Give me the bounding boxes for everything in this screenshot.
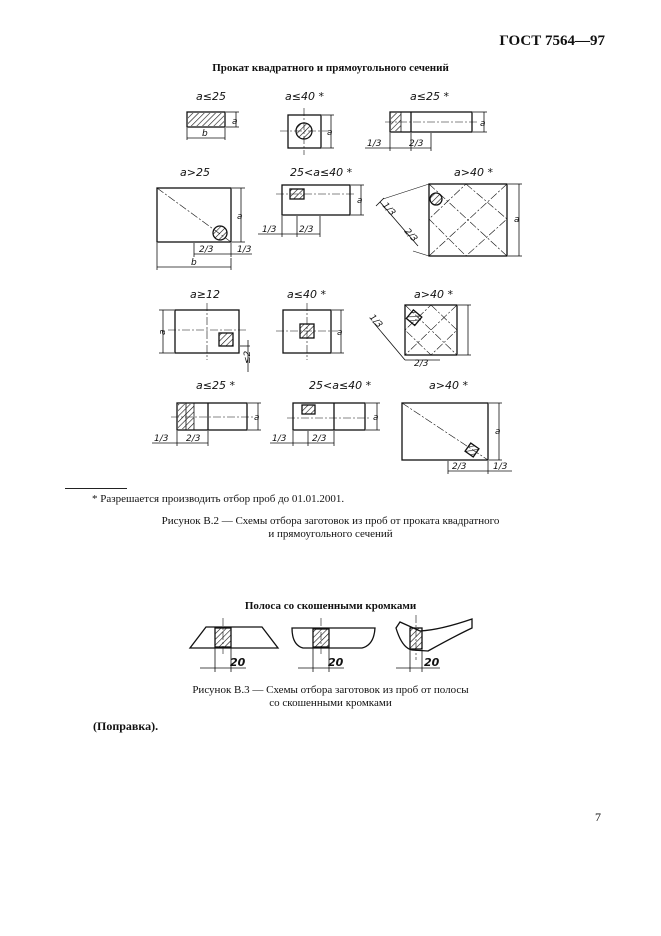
dim-1-3: 1/3 — [379, 200, 397, 219]
dim-2-3: 2/3 — [452, 462, 467, 472]
dim-a: a — [158, 329, 168, 335]
label-r2c1: a>25 — [180, 166, 210, 179]
dim-a: a — [254, 413, 260, 423]
dim-20: 20 — [328, 656, 344, 669]
dim-2-3: 2/3 — [312, 434, 327, 444]
section-title-strip: Полоса со скошенными кромками — [244, 600, 417, 612]
footnote: * Разрешается производить отбор проб до 01.01.2001. — [92, 493, 345, 505]
diagram-r3c2 — [276, 303, 344, 360]
dim-b: b — [202, 129, 208, 139]
dim-1-3: 1/3 — [366, 312, 384, 331]
dim-1-3: 1/3 — [154, 434, 169, 444]
dim-2-3: 2/3 — [401, 226, 419, 245]
amendment-note: (Поправка). — [93, 719, 159, 733]
dim-1-3: 1/3 — [367, 139, 382, 149]
dim-a: a — [514, 215, 520, 225]
dim-2-3: 2/3 — [409, 139, 424, 149]
dim-1-3: 1/3 — [272, 434, 287, 444]
dim-2-3: 2/3 — [299, 225, 314, 235]
diagram-r2c3 — [376, 184, 522, 256]
dim-a: a — [232, 117, 238, 127]
dim-20: 20 — [230, 656, 246, 669]
diagram-r2c1 — [157, 188, 252, 270]
label-r4c1: a≤25 * — [196, 379, 235, 392]
page-number: 7 — [595, 810, 601, 824]
dim-2-3: 2/3 — [186, 434, 201, 444]
label-r1c1: a≤25 — [196, 90, 226, 103]
dim-a: a — [480, 119, 486, 129]
standard-number: ГОСТ 7564—97 — [499, 33, 605, 49]
label-r1c3: a≤25 * — [410, 90, 449, 103]
dim-1-3: 1/3 — [262, 225, 277, 235]
diagram-r3c3 — [373, 305, 471, 360]
dim-2-3: 2/3 — [199, 245, 214, 255]
dim-20: 20 — [424, 656, 440, 669]
figure-caption-b2-line1: Рисунок В.2 — Схемы отбора заготовок из проб от проката квадратного — [161, 515, 500, 527]
label-r2c3: a>40 * — [454, 166, 493, 179]
dim-a: a — [373, 413, 379, 423]
dim-1-3: 1/3 — [493, 462, 508, 472]
label-r1c2: a≤40 * — [285, 90, 324, 103]
dim-a: a — [495, 427, 501, 437]
dim-1-3: 1/3 — [237, 245, 252, 255]
diagram-r3c1 — [159, 303, 250, 372]
figure-caption-b2-line2: и прямоугольного сечений — [268, 528, 393, 540]
dim-a: a — [327, 128, 333, 138]
dim-le2: ≤2 — [243, 350, 253, 364]
diagram-r1c2 — [280, 108, 334, 155]
label-r3c1: a≥12 — [190, 288, 220, 301]
figure-caption-b3-line2: со скошенными кромками — [269, 697, 392, 709]
dim-a: a — [357, 196, 363, 206]
figure-caption-b3-line1: Рисунок В.3 — Схемы отбора заготовок из проб от полосы — [192, 684, 469, 696]
label-r4c2: 25<a≤40 * — [309, 379, 372, 392]
label-r3c2: a≤40 * — [287, 288, 326, 301]
diagram-r1c3 — [365, 112, 487, 151]
dim-a: a — [237, 212, 243, 222]
label-r4c3: a>40 * — [429, 379, 468, 392]
dim-2-3: 2/3 — [414, 359, 429, 369]
dim-b: b — [191, 258, 197, 268]
label-r3c3: a>40 * — [414, 288, 453, 301]
footnote-rule — [65, 488, 127, 489]
section-title-rolled: Прокат квадратного и прямоугольного сечений — [212, 62, 449, 74]
label-r2c2: 25<a≤40 * — [290, 166, 353, 179]
dim-a: a — [337, 328, 343, 338]
